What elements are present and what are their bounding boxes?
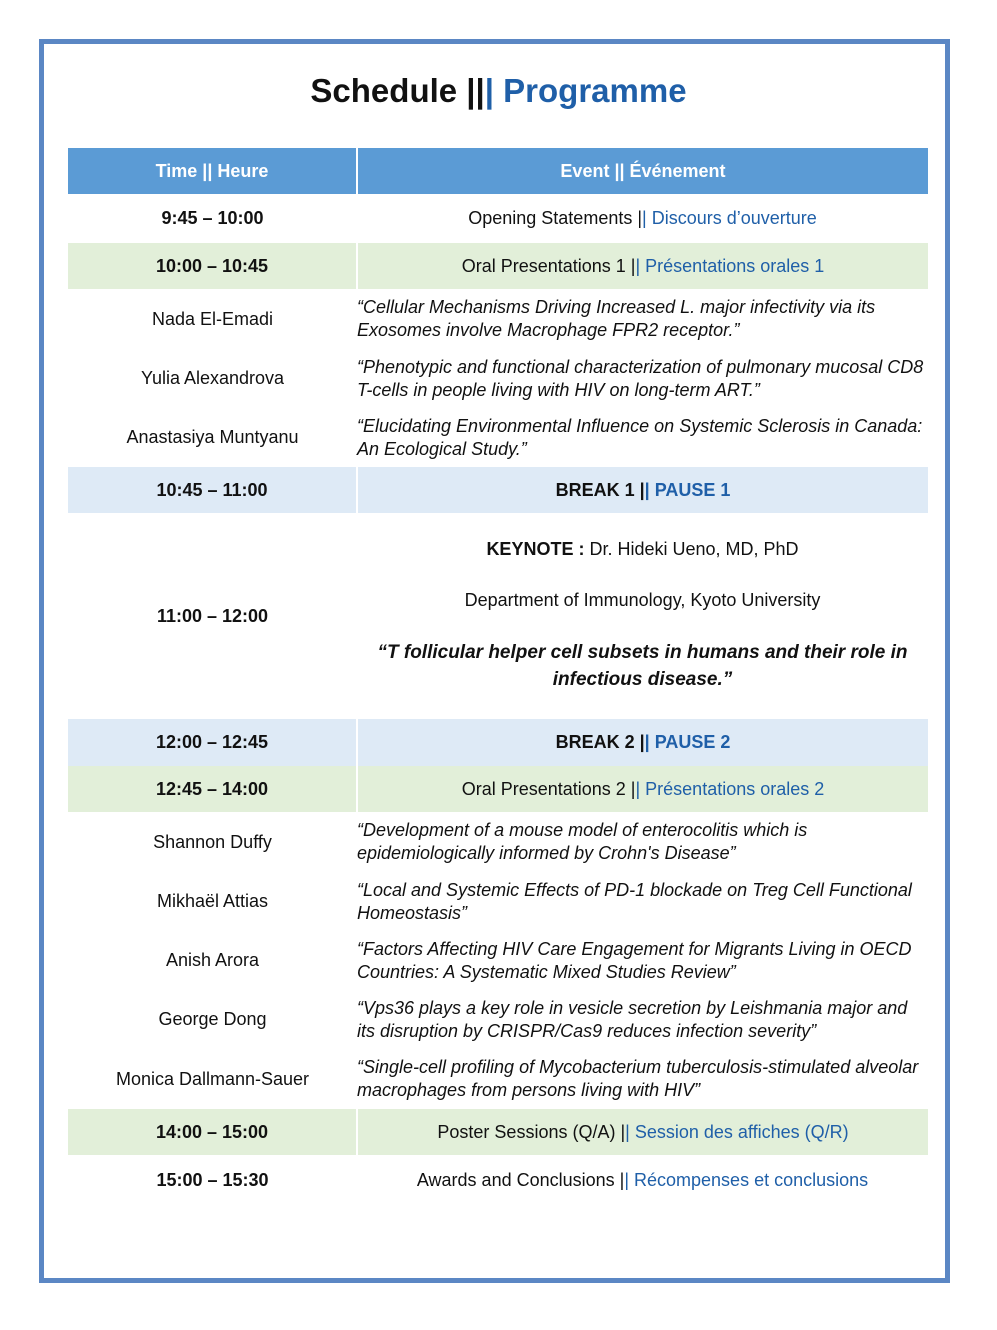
event-fr: | PAUSE 2 — [644, 732, 731, 752]
row-break1 — [68, 467, 928, 513]
time-cell: 15:00 – 15:30 — [156, 1169, 269, 1190]
talk-title: “Cellular Mechanisms Driving Increased L. major infectivity via its Exosomes involve Macrophage FPR2 receptor.” — [357, 297, 876, 340]
event-fr: | Discours d’ouverture — [642, 208, 817, 228]
speaker-name: Nada El-Emadi — [151, 308, 274, 329]
table-header-row — [68, 148, 928, 194]
talk-title: “Development of a mouse model of enterocolitis which is epidemiologically informed by Crohn's Disease” — [357, 820, 808, 863]
event-cell — [357, 194, 928, 243]
schedule-table — [68, 148, 928, 1205]
keynote-speaker: Dr. Hideki Ueno, MD, PhD — [589, 539, 799, 559]
event-fr: | Session des affiches (Q/R) — [625, 1121, 849, 1142]
row-oral2 — [68, 766, 928, 812]
keynote-affiliation: Department of Immunology, Kyoto University — [464, 590, 821, 610]
time-cell: 11:00 – 12:00 — [156, 605, 269, 626]
speaker-name: Anastasiya Muntyanu — [126, 427, 299, 447]
event-en: Poster Sessions (Q/A) | — [437, 1121, 626, 1142]
row-oral1 — [68, 243, 928, 289]
event-fr: | Présentations orales 2 — [635, 778, 825, 799]
event-cell — [357, 1109, 928, 1155]
keynote-label: KEYNOTE : — [486, 539, 585, 559]
title-accent: | Programme — [484, 72, 687, 109]
event-fr: | PAUSE 1 — [644, 479, 731, 500]
talk-title: “Vps36 plays a key role in vesicle secretion by Leishmania major and its disruption by CRISPR/Cas9 reduces infection severity” — [357, 997, 908, 1041]
time-cell: 12:00 – 12:45 — [68, 719, 357, 766]
row-awards — [68, 1155, 928, 1205]
event-en: Oral Presentations 2 | — [461, 778, 636, 799]
time-cell: 9:45 – 10:00 — [161, 208, 264, 228]
event-cell — [357, 467, 928, 513]
header-event: Event || Événement — [357, 148, 928, 194]
row-keynote — [68, 513, 928, 719]
event-en: BREAK 1 | — [555, 479, 645, 500]
event-cell — [357, 1155, 928, 1205]
row-opening — [68, 194, 928, 243]
talk-title: “Elucidating Environmental Influence on Systemic Sclerosis in Canada: An Ecological Study.” — [357, 415, 923, 459]
speaker-name: Yulia Alexandrova — [140, 368, 285, 388]
time-cell: 12:45 – 14:00 — [68, 766, 357, 812]
talk-title: “Local and Systemic Effects of PD-1 blockade on Treg Cell Functional Homeostasis” — [357, 879, 912, 923]
keynote-cell — [357, 513, 928, 719]
time-cell: 14:00 – 15:00 — [68, 1109, 357, 1155]
event-cell — [357, 719, 928, 766]
event-cell — [357, 766, 928, 812]
time-cell: 10:00 – 10:45 — [68, 243, 357, 289]
speaker-name: Shannon Duffy — [153, 831, 272, 852]
keynote-speaker-line — [357, 539, 928, 560]
talk-row — [68, 1049, 928, 1109]
event-en: Opening Statements | — [468, 208, 643, 228]
event-en: Awards and Conclusions | — [416, 1169, 625, 1190]
talk-row — [68, 408, 928, 467]
title-main: Schedule || — [310, 72, 485, 109]
keynote-talk: “T follicular helper cell subsets in humans and their role in infectious disease.” — [377, 642, 908, 690]
event-en: Oral Presentations 1 | — [461, 255, 636, 276]
talk-title: “Factors Affecting HIV Care Engagement for Migrants Living in OECD Countries: A Systematic Mixed Studies Review” — [357, 938, 912, 982]
talk-row — [68, 349, 928, 408]
talk-title: “Single-cell profiling of Mycobacterium tuberculosis-stimulated alveolar macrophages from persons living with HIV” — [357, 1057, 919, 1100]
row-break2 — [68, 719, 928, 766]
talk-title: “Phenotypic and functional characterization of pulmonary mucosal CD8 T-cells in people living with HIV on long-term ART.” — [357, 356, 924, 400]
talk-row — [68, 990, 928, 1049]
header-time: Time || Heure — [68, 148, 357, 194]
talk-row — [68, 812, 928, 872]
time-cell: 10:45 – 11:00 — [68, 467, 357, 513]
event-en: BREAK 2 | — [555, 732, 645, 752]
speaker-name: Mikhaël Attias — [156, 891, 269, 911]
page-title — [0, 72, 997, 110]
speaker-name: George Dong — [158, 1009, 267, 1029]
event-cell — [357, 243, 928, 289]
event-fr: | Récompenses et conclusions — [624, 1169, 869, 1190]
talk-row — [68, 931, 928, 990]
row-poster — [68, 1109, 928, 1155]
speaker-name: Anish Arora — [165, 950, 260, 970]
talk-row — [68, 872, 928, 931]
event-fr: | Présentations orales 1 — [635, 255, 825, 276]
talk-row — [68, 289, 928, 349]
speaker-name: Monica Dallmann-Sauer — [115, 1068, 310, 1089]
